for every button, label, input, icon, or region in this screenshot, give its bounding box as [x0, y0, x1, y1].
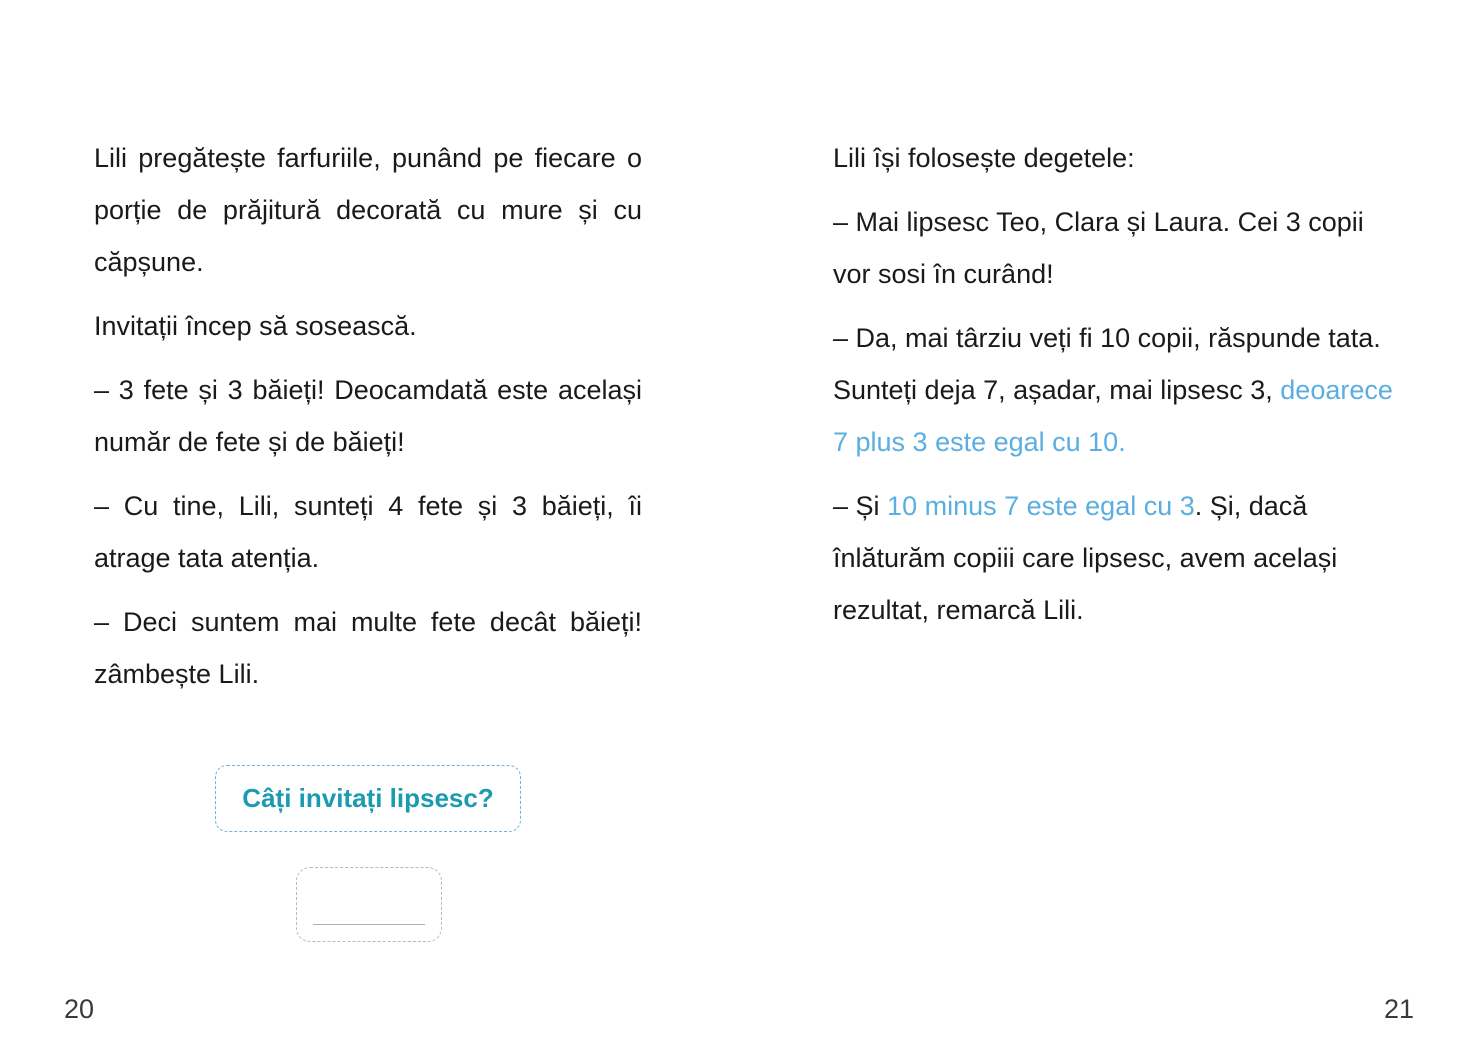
paragraph: [833, 312, 1393, 468]
paragraph: [833, 480, 1393, 636]
paragraph-text: . Și, dacă înlăturăm copiii care lipsesc, avem același rezultat, remarcă Lili.: [833, 491, 1338, 625]
page-number-left: 20: [64, 994, 95, 1024]
page-number-right: 21: [1383, 994, 1414, 1024]
right-text-block: [833, 132, 1393, 648]
answer-box[interactable]: [296, 867, 442, 942]
paragraph: Lili pregătește farfuriile, punând pe fiecare o porție de prăjitură decorată cu mure și cu căpșune.: [94, 143, 642, 277]
highlighted-math: 10 minus 7 este egal cu 3: [887, 491, 1195, 521]
paragraph: Lili își folosește degetele:: [833, 143, 1135, 173]
left-text-block: [94, 132, 642, 712]
highlighted-math: deoarece 7 plus 3 este egal cu 10.: [833, 375, 1393, 457]
paragraph: Invitații încep să sosească.: [94, 311, 417, 341]
right-page: [738, 0, 1476, 1063]
paragraph: – 3 fete și 3 băieți! Deocamdată este același număr de fete și de băieți!: [94, 375, 642, 457]
paragraph: – Deci suntem mai multe fete decât băieți! zâmbește Lili.: [94, 607, 642, 689]
paragraph-text: – Și: [833, 491, 880, 521]
paragraph: – Cu tine, Lili, sunteți 4 fete și 3 băieți, îi atrage tata atenția.: [94, 491, 642, 573]
answer-line: [313, 924, 425, 925]
paragraph: – Mai lipsesc Teo, Clara și Laura. Cei 3 copii vor sosi în curând!: [833, 207, 1364, 289]
question-box: [215, 765, 521, 832]
question-text: Câți invitați lipsesc?: [242, 783, 494, 813]
paragraph-text: – Da, mai târziu veți fi 10 copii, răspunde tata. Sunteți deja 7, așadar, mai lipsesc 3,: [833, 323, 1381, 405]
